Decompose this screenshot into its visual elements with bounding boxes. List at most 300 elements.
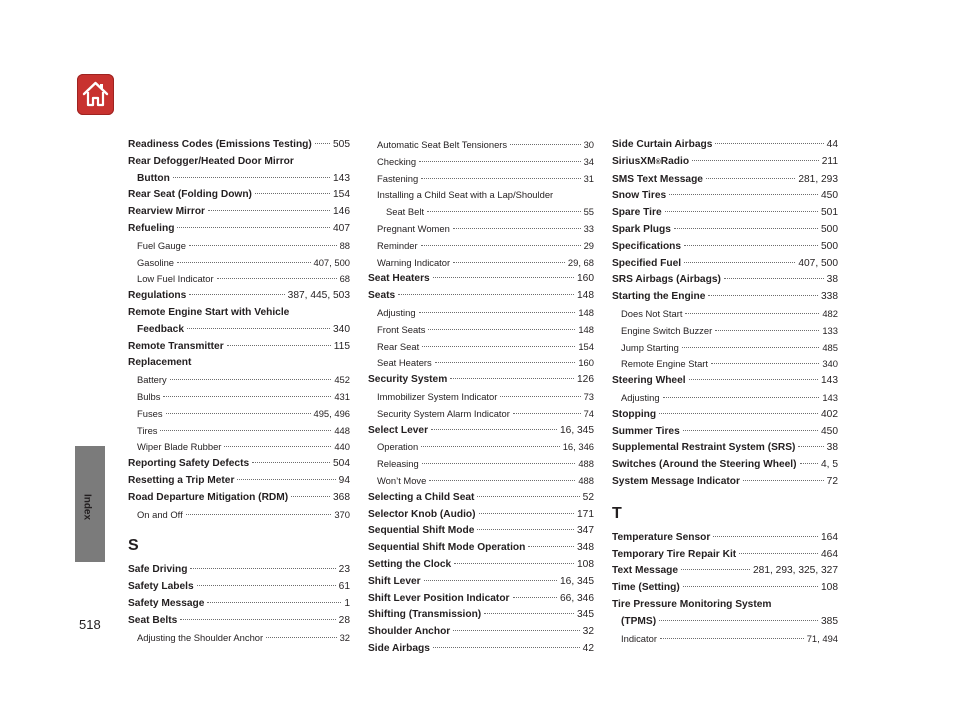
home-icon (82, 80, 109, 108)
page-reference[interactable]: 94 (338, 474, 350, 486)
entry-line (128, 355, 350, 372)
page-reference[interactable]: 338 (821, 291, 838, 303)
page-reference[interactable]: 38 (826, 442, 838, 454)
page-reference[interactable]: 29, 68 (567, 256, 594, 268)
page-reference[interactable]: 160 (578, 357, 594, 369)
entry-term: Temporary Tire Repair Kit (612, 548, 737, 560)
page-reference[interactable]: 143 (333, 172, 350, 184)
index-entry[interactable] (128, 596, 350, 613)
index-entry[interactable] (128, 339, 350, 356)
dot-leader (266, 637, 336, 638)
entry-line (137, 423, 350, 440)
page-reference[interactable]: 148 (577, 290, 594, 302)
page-reference[interactable]: 347 (577, 525, 594, 537)
index-entry[interactable] (368, 591, 594, 608)
index-column-3 (612, 137, 838, 647)
entry-line (621, 390, 838, 407)
page-reference[interactable]: 482 (822, 307, 838, 319)
index-entry[interactable] (612, 474, 838, 491)
page-reference[interactable]: 160 (577, 273, 594, 285)
index-entry[interactable] (128, 473, 350, 490)
index-subentry[interactable] (368, 473, 594, 490)
index-subentry[interactable] (368, 456, 594, 473)
entry-term: Front Seats (377, 323, 426, 335)
entry-term: Pregnant Women (377, 222, 450, 234)
page-reference[interactable]: 52 (582, 491, 594, 503)
page-reference[interactable]: 133 (822, 324, 838, 336)
entry-term: Time (Setting) (612, 582, 680, 594)
entry-term: Does Not Start (621, 307, 683, 319)
entry-line (612, 424, 838, 441)
index-entry[interactable] (128, 221, 350, 238)
page-reference[interactable]: 340 (822, 358, 838, 370)
page-reference[interactable]: 345 (577, 609, 594, 621)
index-entry[interactable] (612, 256, 838, 273)
entry-line (612, 289, 838, 306)
index-subentry[interactable] (612, 323, 838, 340)
dot-leader (173, 177, 330, 178)
entry-line (368, 271, 594, 288)
dot-leader (180, 619, 335, 620)
dot-leader (428, 329, 575, 330)
entry-term: Sequential Shift Mode Operation (368, 542, 526, 554)
index-subentry[interactable] (368, 305, 594, 322)
entry-line (621, 340, 838, 357)
index-entry[interactable] (612, 373, 838, 390)
page-reference[interactable]: 448 (334, 424, 350, 436)
entry-line (128, 221, 350, 238)
page-reference[interactable]: 148 (578, 323, 594, 335)
index-entry[interactable] (368, 624, 594, 641)
entry-line (612, 373, 838, 390)
page-reference[interactable]: 504 (333, 458, 350, 470)
entry-term: Regulations (128, 290, 187, 302)
index-subentry[interactable] (612, 631, 838, 648)
dot-leader (660, 638, 804, 639)
dot-leader (669, 194, 818, 195)
index-entry[interactable] (368, 372, 594, 389)
entry-line (621, 306, 838, 323)
dot-leader (421, 245, 581, 246)
dot-leader (663, 397, 820, 398)
page-reference[interactable]: 16, 345 (560, 575, 594, 587)
entry-term: Remote Engine Start (621, 358, 709, 370)
page-reference[interactable]: 485 (822, 341, 838, 353)
page-reference[interactable]: 450 (821, 190, 838, 202)
dot-leader (315, 143, 330, 144)
entry-line (612, 440, 838, 457)
entry-line (128, 305, 350, 322)
page-reference[interactable]: 488 (578, 474, 594, 486)
index-entry[interactable] (368, 507, 594, 524)
entry-term: Safe Driving (128, 564, 188, 576)
index-entry[interactable] (368, 271, 594, 288)
index-entry[interactable] (612, 188, 838, 205)
entry-line (377, 355, 594, 372)
dot-leader (450, 378, 574, 379)
index-entry[interactable] (368, 607, 594, 624)
dot-leader (484, 613, 574, 614)
entry-term: System Message Indicator (612, 475, 740, 487)
entry-term: Rear Seat (377, 340, 420, 352)
entry-line (128, 456, 350, 473)
page-reference[interactable]: 211 (821, 155, 838, 167)
page-reference[interactable]: 115 (333, 340, 350, 352)
index-subentry[interactable] (128, 406, 350, 423)
page-reference[interactable]: 108 (577, 558, 594, 570)
index-entry[interactable] (128, 204, 350, 221)
page-reference[interactable]: 164 (821, 531, 838, 543)
page-reference[interactable]: 348 (577, 542, 594, 554)
entry-term: Installing a Child Seat with a Lap/Shoulder (377, 189, 554, 201)
entry-line (368, 624, 594, 641)
entry-term: Gasoline (137, 256, 175, 268)
index-entry[interactable] (128, 562, 350, 579)
page-reference[interactable]: 340 (333, 323, 350, 335)
page-reference[interactable]: 143 (821, 375, 838, 387)
page-reference[interactable]: 74 (583, 407, 594, 419)
section-tab-label: Index (81, 493, 93, 521)
page-reference[interactable]: 88 (339, 239, 350, 251)
index-subentry[interactable] (128, 439, 350, 456)
page-reference[interactable]: 55 (583, 206, 594, 218)
page-reference[interactable]: 31 (583, 172, 594, 184)
index-entry[interactable] (368, 574, 594, 591)
index-subentry[interactable] (128, 372, 350, 389)
entry-line (368, 372, 594, 389)
entry-line (612, 530, 838, 547)
index-entry[interactable] (612, 440, 838, 457)
index-entry[interactable] (612, 530, 838, 547)
page-reference[interactable]: 32 (339, 631, 350, 643)
page-reference[interactable]: 407, 500 (313, 256, 350, 268)
index-entry[interactable] (128, 355, 350, 372)
entry-term: Wiper Blade Rubber (137, 441, 222, 453)
dot-leader (689, 379, 818, 380)
entry-line (368, 557, 594, 574)
page-reference[interactable]: 34 (583, 155, 594, 167)
dot-leader (711, 363, 819, 364)
entry-line (612, 154, 838, 172)
page-reference[interactable]: 146 (333, 206, 350, 218)
entry-line (377, 154, 594, 171)
index-subentry[interactable] (612, 356, 838, 373)
entry-line (137, 507, 350, 524)
entry-term: Refueling (128, 222, 175, 234)
dot-leader (706, 178, 795, 179)
index-subentry[interactable] (368, 187, 594, 221)
entry-line (377, 456, 594, 473)
dot-leader (528, 546, 574, 547)
dot-leader (682, 347, 820, 348)
index-entry[interactable] (612, 597, 838, 631)
index-subentry[interactable] (368, 322, 594, 339)
dot-leader (453, 228, 581, 229)
page-reference[interactable]: 23 (338, 564, 350, 576)
page-reference[interactable]: 4, 5 (821, 459, 838, 471)
page-reference[interactable]: 61 (338, 581, 350, 593)
page-reference[interactable]: 28 (338, 614, 350, 626)
entry-line (612, 222, 838, 239)
section-letter-s: S (128, 537, 139, 555)
index-entry[interactable] (612, 547, 838, 564)
entry-line (377, 255, 594, 272)
index-entry[interactable] (128, 490, 350, 507)
index-entry[interactable] (612, 407, 838, 424)
index-entry[interactable] (128, 154, 350, 188)
page-reference[interactable]: 33 (583, 222, 594, 234)
dot-leader (453, 262, 565, 263)
index-entry[interactable] (612, 424, 838, 441)
entry-line (368, 490, 594, 507)
dot-leader (684, 245, 818, 246)
index-entry[interactable] (128, 288, 350, 305)
entry-line (368, 288, 594, 305)
page-reference[interactable]: 440 (334, 441, 350, 453)
index-entry[interactable] (612, 137, 838, 154)
entry-term: Switches (Around the Steering Wheel) (612, 459, 797, 471)
dot-leader (170, 379, 332, 380)
page-reference[interactable]: 66, 346 (560, 592, 594, 604)
dot-leader (683, 586, 818, 587)
entry-line (137, 271, 350, 288)
entry-term: Shift Lever Position Indicator (368, 592, 510, 604)
index-entry[interactable] (128, 456, 350, 473)
index-subentry[interactable] (128, 255, 350, 272)
entry-line (137, 255, 350, 272)
entry-line (137, 439, 350, 456)
page-reference[interactable]: 370 (334, 508, 350, 520)
entry-term-continued: Button (137, 172, 170, 184)
dot-leader (453, 630, 579, 631)
page-reference[interactable]: 71, 494 (806, 632, 838, 644)
entry-line (368, 523, 594, 540)
entry-term-suffix: Radio (660, 155, 690, 167)
page-reference[interactable]: 501 (821, 207, 838, 219)
index-entry[interactable] (368, 288, 594, 305)
entry-line (368, 423, 594, 440)
index-entry[interactable] (612, 289, 838, 306)
page-reference[interactable]: 72 (826, 475, 838, 487)
index-entry[interactable] (612, 239, 838, 256)
page-reference[interactable]: 154 (333, 189, 350, 201)
entry-term: Battery (137, 374, 167, 386)
index-subentry[interactable] (128, 271, 350, 288)
entry-term: Releasing (377, 458, 419, 470)
index-entry[interactable] (612, 272, 838, 289)
dot-leader (177, 262, 310, 263)
entry-term: Supplemental Restraint System (SRS) (612, 442, 796, 454)
index-subentry[interactable] (368, 339, 594, 356)
page-reference[interactable]: 281, 293 (798, 173, 838, 185)
index-entry[interactable] (612, 154, 838, 172)
entry-term: Rearview Mirror (128, 206, 206, 218)
index-entry[interactable] (368, 641, 594, 658)
entry-term: Summer Tires (612, 425, 680, 437)
index-subentry[interactable] (128, 238, 350, 255)
entry-line (612, 256, 838, 273)
entry-term: Adjusting (621, 391, 660, 403)
page-reference[interactable]: 108 (821, 582, 838, 594)
page-reference[interactable]: 488 (578, 458, 594, 470)
dot-leader (422, 463, 576, 464)
index-subentry[interactable] (368, 406, 594, 423)
dot-leader (160, 430, 331, 431)
index-subentry[interactable] (368, 221, 594, 238)
page-reference[interactable]: 29 (583, 239, 594, 251)
page-reference[interactable]: 500 (821, 240, 838, 252)
dot-leader (477, 496, 579, 497)
page-reference[interactable]: 1 (344, 597, 350, 609)
page-reference[interactable]: 126 (577, 374, 594, 386)
entry-term: Tires (137, 424, 158, 436)
page-reference[interactable]: 450 (821, 425, 838, 437)
dot-leader (681, 569, 750, 570)
index-subentry[interactable] (612, 306, 838, 323)
entry-term: On and Off (137, 508, 183, 520)
page-reference[interactable]: 16, 345 (560, 424, 594, 436)
dot-leader (433, 277, 574, 278)
entry-line (377, 305, 594, 322)
index-entry[interactable] (128, 579, 350, 596)
entry-term: Selector Knob (Audio) (368, 508, 476, 520)
page-reference[interactable]: 148 (578, 306, 594, 318)
page-reference[interactable]: 44 (826, 139, 838, 150)
dot-leader (421, 446, 560, 447)
index-entry[interactable] (128, 187, 350, 204)
entry-line (128, 137, 350, 154)
page-reference[interactable]: 368 (333, 491, 350, 503)
entry-term: Specifications (612, 240, 682, 252)
index-entry[interactable] (128, 613, 350, 630)
index-subentry[interactable] (612, 340, 838, 357)
page-reference[interactable]: 30 (583, 139, 594, 150)
page-reference[interactable]: 154 (578, 340, 594, 352)
index-entry[interactable] (368, 523, 594, 540)
entry-line (128, 562, 350, 579)
page-reference[interactable]: 464 (821, 548, 838, 560)
page-reference[interactable]: 32 (582, 626, 594, 638)
entry-term: Seats (368, 290, 396, 302)
entry-line (612, 580, 838, 597)
index-entry[interactable] (612, 205, 838, 222)
entry-line (128, 473, 350, 490)
index-subentry[interactable] (368, 255, 594, 272)
dot-leader (427, 211, 581, 212)
index-entry[interactable] (612, 563, 838, 580)
entry-line (128, 490, 350, 507)
dot-leader (798, 446, 823, 447)
index-entry[interactable] (612, 457, 838, 474)
page-reference[interactable]: 143 (822, 391, 838, 403)
entry-term-continued: Feedback (137, 323, 184, 335)
dot-leader (163, 396, 331, 397)
index-subentry[interactable] (612, 390, 838, 407)
entry-line (377, 171, 594, 188)
page-reference[interactable]: 171 (577, 508, 594, 520)
entry-line (612, 272, 838, 289)
index-subentry[interactable] (128, 423, 350, 440)
page-reference[interactable]: 407, 500 (798, 257, 838, 269)
dot-leader (479, 513, 574, 514)
home-button[interactable] (77, 74, 114, 115)
page-reference[interactable]: 505 (333, 139, 350, 150)
entry-term: Low Fuel Indicator (137, 273, 214, 285)
index-entry[interactable] (368, 423, 594, 440)
page-reference[interactable]: 38 (826, 274, 838, 286)
dot-leader (724, 278, 824, 279)
entry-line (377, 322, 594, 339)
index-subentry[interactable] (368, 389, 594, 406)
entry-term: Reminder (377, 239, 418, 251)
entry-term: Stopping (612, 408, 657, 420)
page-reference[interactable]: 281, 293, 325, 327 (753, 565, 838, 577)
index-subentry[interactable] (368, 137, 594, 154)
index-subentry[interactable] (368, 355, 594, 372)
index-entry[interactable] (128, 137, 350, 154)
page-reference[interactable]: 452 (334, 374, 350, 386)
page-reference[interactable]: 68 (339, 273, 350, 285)
page-reference[interactable]: 16, 346 (562, 441, 594, 453)
index-subentry[interactable] (128, 507, 350, 524)
page-reference[interactable]: 407 (333, 222, 350, 234)
index-entry[interactable] (368, 490, 594, 507)
index-entry[interactable] (128, 305, 350, 339)
entry-line (612, 239, 838, 256)
index-entry[interactable] (612, 580, 838, 597)
entry-term: Security System (368, 374, 448, 386)
index-subentry[interactable] (128, 630, 350, 647)
dot-leader (743, 480, 824, 481)
page-reference[interactable]: 402 (821, 408, 838, 420)
entry-line (377, 221, 594, 238)
entry-term: Reporting Safety Defects (128, 458, 250, 470)
index-subentry[interactable] (368, 171, 594, 188)
page-reference[interactable]: 500 (821, 223, 838, 235)
index-subentry[interactable] (368, 154, 594, 171)
index-subentry[interactable] (368, 238, 594, 255)
index-subentry[interactable] (368, 439, 594, 456)
page-reference[interactable]: 385 (821, 615, 838, 627)
dot-leader (715, 330, 819, 331)
dot-leader (186, 514, 332, 515)
index-entry[interactable] (368, 557, 594, 574)
dot-leader (674, 228, 818, 229)
dot-leader (197, 585, 336, 586)
index-entry[interactable] (612, 172, 838, 189)
section-letter-t: T (612, 504, 622, 522)
entry-line (612, 188, 838, 205)
index-entry[interactable] (612, 222, 838, 239)
page-reference[interactable]: 495, 496 (313, 407, 350, 419)
page-number: 518 (79, 617, 101, 632)
dot-leader (227, 345, 331, 346)
dot-leader (513, 413, 581, 414)
page-reference[interactable]: 431 (334, 390, 350, 402)
page-reference[interactable]: 42 (582, 642, 594, 654)
entry-term: Indicator (621, 632, 657, 644)
dot-leader (500, 396, 580, 397)
dot-leader (685, 313, 819, 314)
index-subentry[interactable] (128, 389, 350, 406)
entry-line (128, 154, 350, 171)
page-reference[interactable]: 73 (583, 390, 594, 402)
index-entry[interactable] (368, 540, 594, 557)
page-reference[interactable]: 387, 445, 503 (287, 290, 350, 302)
index-column-2 (368, 137, 594, 658)
entry-term: Adjusting (377, 306, 416, 318)
dot-leader (513, 597, 557, 598)
